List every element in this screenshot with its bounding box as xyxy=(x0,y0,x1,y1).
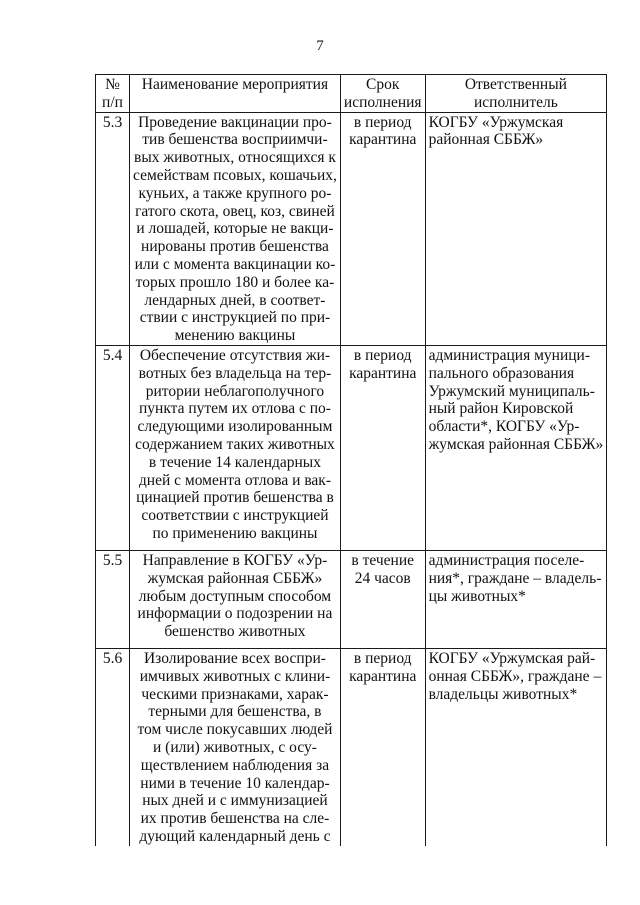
text-line: в период xyxy=(353,113,412,131)
header-line: п/п xyxy=(102,93,123,111)
text-line: ствии с инструкцией по при- xyxy=(139,309,331,327)
text-line: онная СББЖ», граждане – xyxy=(428,667,602,685)
text-line: или с момента вакцинации ко- xyxy=(134,255,336,273)
header-line: № xyxy=(105,76,120,93)
text-line: содержанием таких животных xyxy=(135,435,335,453)
measures-table xyxy=(95,74,607,846)
text-line: вых животных, относящихся к xyxy=(134,149,336,167)
text-line: и лошадей, которые не вакци- xyxy=(136,220,334,238)
table-row xyxy=(96,550,607,648)
text-line: в течение 14 календарных xyxy=(148,453,321,471)
header-line: Ответственный xyxy=(464,76,567,93)
responsible-cell xyxy=(425,648,607,845)
text-line: цинацией против бешенства в xyxy=(136,489,334,507)
text-line: дней с момента отлова и вак- xyxy=(138,471,331,489)
header-line: Срок xyxy=(366,76,400,93)
text-line: ними в течение 10 календар- xyxy=(140,774,330,792)
header-line: исполнения xyxy=(343,93,422,111)
text-line: в период xyxy=(353,649,412,667)
text-line: информации о подозрении на xyxy=(137,605,333,623)
text-line: пального образования xyxy=(428,364,575,382)
responsible-cell xyxy=(425,345,607,550)
header-line: исполнитель xyxy=(474,93,558,111)
text-line: торых прошло 180 и более ка- xyxy=(135,273,335,291)
table-row xyxy=(96,345,607,550)
text-line: куньих, а также крупного ро- xyxy=(138,184,332,202)
text-line: ный район Кировской xyxy=(428,400,574,418)
measure-name xyxy=(130,345,341,550)
text-line: КОГБУ «Уржумская xyxy=(428,113,564,131)
text-line: Изолирование всех воспри- xyxy=(143,649,326,667)
text-line: администрация поселе- xyxy=(428,551,585,569)
header-name xyxy=(130,75,341,113)
text-line: районная СББЖ» xyxy=(428,131,544,149)
text-line: тив бешенства восприимчи- xyxy=(142,131,328,149)
text-line: и (или) животных, с осу- xyxy=(152,738,317,756)
text-line: Обеспечение отсутствия жи- xyxy=(139,346,331,364)
text-line: вотных без владельца на тер- xyxy=(138,364,332,382)
measure-name xyxy=(130,648,341,845)
text-line: жумская районная СББЖ» xyxy=(147,569,323,587)
text-line: области*, КОГБУ «Ур- xyxy=(428,418,580,436)
text-line: дующий календарный день с xyxy=(139,827,331,845)
text-line: гатого скота, овец, коз, свиней xyxy=(135,202,335,220)
responsible-cell xyxy=(425,112,607,345)
measure-name xyxy=(130,112,341,345)
term-cell xyxy=(340,112,425,345)
text-line: имчивых животных с клини- xyxy=(139,667,331,685)
text-line: в течение xyxy=(351,551,415,569)
text-line: их против бешенства на сле- xyxy=(140,810,330,828)
text-line: ществлением наблюдения за xyxy=(140,756,330,774)
text-line: нированы против бешенства xyxy=(141,238,329,256)
text-line: ритории неблагополучного xyxy=(145,382,325,400)
text-line: любым доступным способом xyxy=(138,587,332,605)
text-line: 24 часов xyxy=(354,569,411,587)
text-line: следующими изолированным xyxy=(137,418,333,436)
text-line: жумская районная СББЖ» xyxy=(428,435,604,453)
text-line: семействам псовых, кошачьих, xyxy=(133,166,337,184)
text-line: Направление в КОГБУ «Ур- xyxy=(142,551,328,569)
text-line: лендарных дней, в соответ- xyxy=(144,291,326,309)
text-line: Проведение вакцинации про- xyxy=(138,113,332,131)
header-responsible xyxy=(425,75,607,113)
responsible-cell xyxy=(425,550,607,648)
text-line: терными для бешенства, в xyxy=(148,703,322,721)
text-line: в период xyxy=(353,346,412,364)
text-line: карантина xyxy=(349,667,417,685)
text-line: ных дней и с иммунизацией xyxy=(142,792,328,810)
header-line: Наименование мероприятия xyxy=(141,76,329,93)
term-cell xyxy=(340,345,425,550)
text-line: КОГБУ «Уржумская рай- xyxy=(428,649,596,667)
header-term xyxy=(340,75,425,113)
row-number: 5.5 xyxy=(96,550,130,648)
text-line: бешенство животных xyxy=(164,623,306,641)
header-num xyxy=(96,75,130,113)
text-line: соответствии с инструкцией xyxy=(141,507,329,525)
term-cell xyxy=(340,648,425,845)
term-cell xyxy=(340,550,425,648)
text-line: владельцы животных* xyxy=(428,685,578,703)
measure-name xyxy=(130,550,341,648)
text-line: ческими признаками, харак- xyxy=(141,685,329,703)
text-line: карантина xyxy=(349,364,417,382)
text-line: администрация муници- xyxy=(428,346,590,364)
table-row xyxy=(96,648,607,845)
text-line: цы животных* xyxy=(428,587,526,605)
text-line: Уржумский муниципаль- xyxy=(428,382,595,400)
text-line: том числе покусавших людей xyxy=(137,721,333,739)
row-number: 5.6 xyxy=(96,648,130,845)
text-line: пункта путем их отлова с по- xyxy=(138,400,331,418)
text-line: менению вакцины xyxy=(174,327,296,345)
row-number: 5.4 xyxy=(96,345,130,550)
row-number: 5.3 xyxy=(96,112,130,345)
text-line: по применению вакцины xyxy=(152,524,318,542)
page-number: 7 xyxy=(316,38,324,54)
text-line: ния*, граждане – владель- xyxy=(428,569,602,587)
table-row xyxy=(96,112,607,345)
text-line: карантина xyxy=(349,131,417,149)
table-header-row xyxy=(96,75,607,113)
